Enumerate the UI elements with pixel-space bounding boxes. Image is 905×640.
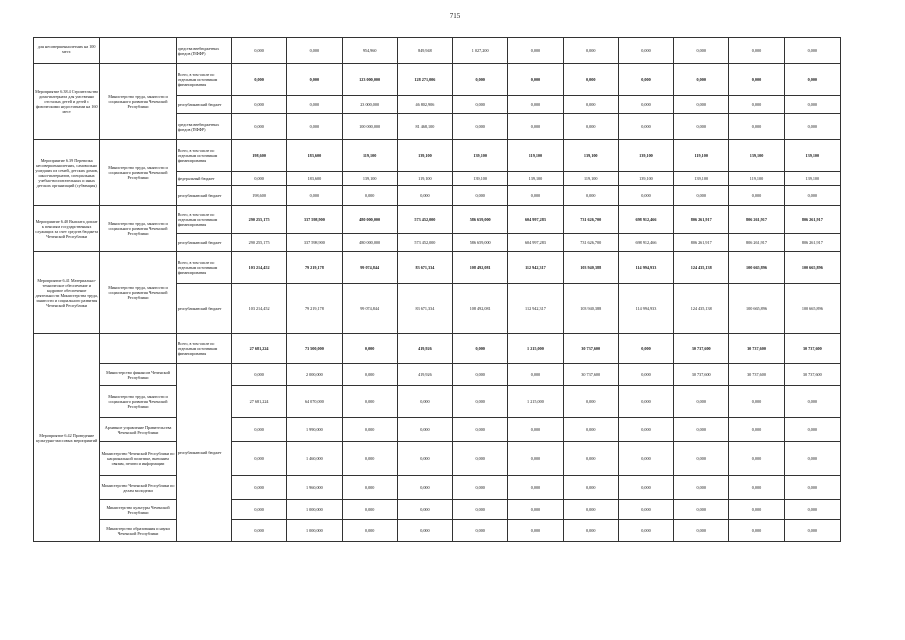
table-row	[34, 520, 841, 542]
value-cell: 128 271,006	[397, 64, 452, 96]
value-cell: 0,000	[453, 364, 508, 386]
value-cell: 0,000	[563, 186, 618, 206]
source-cell: республиканский бюджет	[176, 186, 231, 206]
table-row	[34, 476, 841, 500]
value-cell: 114 994,933	[618, 252, 673, 284]
value-cell: 0,000	[729, 418, 784, 442]
responsible-cell: Министерство Чеченской Республики по национальной политике, внешним связям, печати и информации	[100, 442, 176, 476]
value-cell: 81 468,100	[397, 114, 452, 140]
value-cell: 0,000	[729, 64, 784, 96]
source-cell: Всего, в том числе по отдельным источникам финансирования	[176, 252, 231, 284]
value-cell: 198,600	[231, 140, 286, 172]
table-row	[34, 206, 841, 234]
value-cell: 30 737,600	[563, 334, 618, 364]
value-cell: 0,000	[397, 418, 452, 442]
responsible-cell	[100, 38, 176, 64]
value-cell: 0,000	[784, 64, 840, 96]
value-cell: 0,000	[618, 38, 673, 64]
table-row	[34, 140, 841, 172]
value-cell: 0,000	[674, 520, 729, 542]
value-cell: 0,000	[563, 96, 618, 114]
value-cell: 290 255,175	[231, 234, 286, 252]
source-cell: Всего, в том числе по отдельным источникам финансирования	[176, 334, 231, 364]
table-row	[34, 252, 841, 284]
value-cell: 0,000	[287, 186, 342, 206]
value-cell: 99 074,844	[342, 252, 397, 284]
source-cell: республиканский бюджет	[176, 364, 231, 542]
table-row	[34, 334, 841, 364]
value-cell: 100 665,896	[784, 252, 840, 284]
source-cell: республиканский бюджет	[176, 96, 231, 114]
value-cell: 806 261,917	[674, 234, 729, 252]
value-cell: 0,000	[231, 476, 286, 500]
value-cell: 0,000	[729, 186, 784, 206]
value-cell: 0,000	[563, 476, 618, 500]
value-cell: 139,100	[508, 172, 563, 186]
value-cell: 849,948	[397, 38, 452, 64]
value-cell: 139,100	[674, 172, 729, 186]
value-cell: 0,000	[453, 418, 508, 442]
value-cell: 0,000	[784, 442, 840, 476]
value-cell: 0,000	[674, 442, 729, 476]
value-cell: 604 997,283	[508, 206, 563, 234]
value-cell: 0,000	[342, 418, 397, 442]
value-cell: 0,000	[342, 386, 397, 418]
value-cell: 108 492,081	[453, 284, 508, 334]
value-cell: 0,000	[397, 386, 452, 418]
value-cell: 0,000	[508, 418, 563, 442]
source-cell: Всего, в том числе по отдельным источникам финансирования	[176, 140, 231, 172]
value-cell: 0,000	[287, 114, 342, 140]
value-cell: 30 737,600	[784, 334, 840, 364]
value-cell: 100 665,896	[784, 284, 840, 334]
value-cell: 0,000	[397, 442, 452, 476]
table-row	[34, 442, 841, 476]
value-cell: 337 598,900	[287, 234, 342, 252]
value-cell: 64 070,000	[287, 386, 342, 418]
value-cell: 0,000	[784, 96, 840, 114]
value-cell: 419,926	[397, 334, 452, 364]
measure-cell: Мероприятие 6.41 Материально-техническое обеспечение и кадровое обеспечение деятельности Министерства труда, занятости и социального развития Чеченской Республики	[34, 252, 100, 334]
value-cell: 1 027,200	[453, 38, 508, 64]
source-cell: республиканский бюджет	[176, 234, 231, 252]
table-row	[34, 364, 841, 386]
value-cell: 114 994,933	[618, 284, 673, 334]
value-cell: 0,000	[729, 476, 784, 500]
value-cell: 198,600	[231, 186, 286, 206]
value-cell: 0,000	[231, 64, 286, 96]
value-cell: 0,000	[231, 442, 286, 476]
value-cell: 0,000	[508, 114, 563, 140]
value-cell: 27 681,224	[231, 334, 286, 364]
value-cell: 0,000	[453, 114, 508, 140]
value-cell: 0,000	[453, 520, 508, 542]
responsible-cell: Министерство культуры Чеченской Республики	[100, 500, 176, 520]
value-cell: 0,000	[231, 38, 286, 64]
value-cell: 0,000	[784, 418, 840, 442]
value-cell: 30 737,600	[674, 364, 729, 386]
value-cell: 0,000	[618, 364, 673, 386]
value-cell: 0,000	[674, 418, 729, 442]
value-cell: 480 000,000	[342, 234, 397, 252]
value-cell: 108 492,081	[453, 252, 508, 284]
value-cell: 112 942,317	[508, 252, 563, 284]
value-cell: 0,000	[729, 500, 784, 520]
value-cell: 83 671,334	[397, 284, 452, 334]
responsible-cell: Министерство труда, занятости и социального развития Чеченской Республики	[100, 140, 176, 206]
value-cell: 0,000	[563, 38, 618, 64]
value-cell: 0,000	[287, 38, 342, 64]
value-cell: 0,000	[231, 96, 286, 114]
responsible-cell: Министерство Чеченской Республики по делам молодежи	[100, 476, 176, 500]
value-cell: 0,000	[618, 334, 673, 364]
value-cell: 0,000	[508, 476, 563, 500]
value-cell: 0,000	[453, 64, 508, 96]
value-cell: 139,100	[729, 140, 784, 172]
value-cell: 573 452,000	[397, 234, 452, 252]
responsible-cell: Министерство труда, занятости и социального развития Чеченской Республики	[100, 64, 176, 140]
source-cell: федеральный бюджет	[176, 172, 231, 186]
value-cell: 0,000	[784, 114, 840, 140]
value-cell: 0,000	[618, 386, 673, 418]
value-cell: 0,000	[674, 114, 729, 140]
value-cell: 806 261,917	[784, 206, 840, 234]
value-cell: 573 452,000	[397, 206, 452, 234]
value-cell: 0,000	[453, 96, 508, 114]
value-cell: 0,000	[342, 476, 397, 500]
value-cell: 290 255,175	[231, 206, 286, 234]
measure-cell: Мероприятие 6.40 Выплата доплат к пенсиям государственных служащих за счет средств бюджета Чеченской Республики	[34, 206, 100, 252]
value-cell: 0,000	[342, 442, 397, 476]
value-cell: 0,000	[784, 500, 840, 520]
value-cell: 0,000	[508, 64, 563, 96]
value-cell: 731 626,700	[563, 234, 618, 252]
value-cell: 0,000	[618, 418, 673, 442]
responsible-cell: Министерство образования и науки Чеченской Республики	[100, 520, 176, 542]
responsible-cell	[100, 334, 176, 364]
value-cell: 0,000	[784, 520, 840, 542]
table-body	[34, 38, 841, 542]
responsible-cell: Министерство финансов Чеченской Республики	[100, 364, 176, 386]
value-cell: 23 000,000	[342, 96, 397, 114]
value-cell: 0,000	[674, 38, 729, 64]
value-cell: 139,100	[563, 140, 618, 172]
value-cell: 0,000	[231, 500, 286, 520]
value-cell: 119,100	[508, 140, 563, 172]
value-cell: 419,926	[397, 364, 452, 386]
value-cell: 119,100	[674, 140, 729, 172]
value-cell: 0,000	[342, 520, 397, 542]
value-cell: 0,000	[563, 418, 618, 442]
value-cell: 698 912,466	[618, 206, 673, 234]
measure-cell: Мероприятие 6.39 Перевозка несовершеннолетних, самовольно ушедших из семей, детских домов, школ-интернатов, специальных учебно-воспитательных и иных детских организаций (субвенция)	[34, 140, 100, 206]
value-cell: 100 665,896	[729, 284, 784, 334]
value-cell: 806 261,917	[729, 206, 784, 234]
value-cell: 103 940,388	[563, 252, 618, 284]
value-cell: 0,000	[342, 186, 397, 206]
value-cell: 0,000	[618, 520, 673, 542]
value-cell: 0,000	[618, 442, 673, 476]
value-cell: 337 598,900	[287, 206, 342, 234]
table-row	[34, 418, 841, 442]
page-number: 715	[449, 12, 461, 20]
value-cell: 0,000	[729, 114, 784, 140]
value-cell: 0,000	[674, 476, 729, 500]
table-row	[34, 500, 841, 520]
value-cell: 0,000	[342, 334, 397, 364]
value-cell: 0,000	[729, 442, 784, 476]
value-cell: 119,100	[563, 172, 618, 186]
value-cell: 0,000	[453, 476, 508, 500]
source-cell: средства внебюджетных фондов (ПФФР)	[176, 38, 231, 64]
responsible-cell: Министерство труда, занятости и социального развития Чеченской Республики	[100, 252, 176, 334]
measure-cell: Мероприятие 6.38.4 Строительство дома-интерната для умственно отсталых детей и детей с физическими недостатками на 160 мест	[34, 64, 100, 140]
value-cell: 1 960,000	[287, 476, 342, 500]
value-cell: 0,000	[618, 96, 673, 114]
value-cell: 0,000	[563, 500, 618, 520]
value-cell: 0,000	[618, 500, 673, 520]
table-row	[34, 38, 841, 64]
value-cell: 139,100	[342, 172, 397, 186]
value-cell: 2 000,000	[287, 364, 342, 386]
value-cell: 100 000,000	[342, 114, 397, 140]
budget-table	[33, 37, 841, 542]
value-cell: 0,000	[618, 114, 673, 140]
value-cell: 806 261,917	[674, 206, 729, 234]
value-cell: 604 997,283	[508, 234, 563, 252]
value-cell: 0,000	[563, 64, 618, 96]
value-cell: 79 219,178	[287, 252, 342, 284]
value-cell: 139,100	[618, 140, 673, 172]
value-cell: 0,000	[287, 96, 342, 114]
value-cell: 0,000	[342, 500, 397, 520]
value-cell: 0,000	[231, 114, 286, 140]
value-cell: 954,960	[342, 38, 397, 64]
value-cell: 0,000	[508, 520, 563, 542]
value-cell: 0,000	[397, 520, 452, 542]
table-row	[34, 64, 841, 96]
value-cell: 30 737,600	[674, 334, 729, 364]
source-cell: Всего, в том числе по отдельным источникам финансирования	[176, 64, 231, 96]
value-cell: 0,000	[674, 186, 729, 206]
value-cell: 0,000	[563, 520, 618, 542]
value-cell: 123 000,000	[342, 64, 397, 96]
value-cell: 731 626,700	[563, 206, 618, 234]
value-cell: 139,100	[453, 140, 508, 172]
value-cell: 0,000	[397, 186, 452, 206]
value-cell: 119,100	[397, 172, 452, 186]
value-cell: 124 435,138	[674, 284, 729, 334]
value-cell: 30 737,600	[563, 364, 618, 386]
value-cell: 119,100	[729, 172, 784, 186]
value-cell: 0,000	[784, 476, 840, 500]
value-cell: 586 659,000	[453, 206, 508, 234]
value-cell: 1 215,000	[508, 386, 563, 418]
value-cell: 99 074,844	[342, 284, 397, 334]
value-cell: 0,000	[287, 64, 342, 96]
responsible-cell: Министерство труда, занятости и социального развития Чеченской Республики	[100, 206, 176, 252]
value-cell: 0,000	[563, 442, 618, 476]
value-cell: 0,000	[674, 386, 729, 418]
value-cell: 0,000	[618, 476, 673, 500]
value-cell: 0,000	[453, 442, 508, 476]
responsible-cell: Архивное управление Правительства Чеченской Республики	[100, 418, 176, 442]
value-cell: 103 214,452	[231, 284, 286, 334]
value-cell: 0,000	[563, 114, 618, 140]
value-cell: 1 215,000	[508, 334, 563, 364]
value-cell: 806 261,917	[784, 234, 840, 252]
value-cell: 0,000	[508, 186, 563, 206]
value-cell: 0,000	[397, 500, 452, 520]
value-cell: 139,100	[784, 172, 840, 186]
value-cell: 119,100	[342, 140, 397, 172]
value-cell: 0,000	[508, 364, 563, 386]
value-cell: 30 737,600	[729, 334, 784, 364]
value-cell: 1 460,000	[287, 442, 342, 476]
value-cell: 0,000	[342, 364, 397, 386]
value-cell: 0,000	[453, 334, 508, 364]
value-cell: 46 802,906	[397, 96, 452, 114]
measure-cell: Мероприятие 6.42 Проведение культурно-массовых мероприятий	[34, 334, 100, 542]
value-cell: 0,000	[508, 38, 563, 64]
value-cell: 0,000	[729, 38, 784, 64]
value-cell: 0,000	[453, 386, 508, 418]
value-cell: 806 261,917	[729, 234, 784, 252]
value-cell: 0,000	[618, 186, 673, 206]
value-cell: 1 000,000	[287, 500, 342, 520]
value-cell: 0,000	[453, 186, 508, 206]
value-cell: 27 681,224	[231, 386, 286, 418]
source-cell: средства внебюджетных фондов (ПФФР)	[176, 114, 231, 140]
value-cell: 183,600	[287, 172, 342, 186]
value-cell: 698 912,466	[618, 234, 673, 252]
value-cell: 112 942,317	[508, 284, 563, 334]
value-cell: 100 665,896	[729, 252, 784, 284]
value-cell: 1 000,000	[287, 520, 342, 542]
value-cell: 0,000	[508, 500, 563, 520]
value-cell: 0,000	[508, 96, 563, 114]
value-cell: 124 435,138	[674, 252, 729, 284]
value-cell: 103 214,452	[231, 252, 286, 284]
value-cell: 0,000	[231, 172, 286, 186]
value-cell: 30 737,600	[729, 364, 784, 386]
value-cell: 0,000	[674, 500, 729, 520]
source-cell: республиканский бюджет	[176, 284, 231, 334]
value-cell: 139,100	[397, 140, 452, 172]
value-cell: 0,000	[784, 38, 840, 64]
value-cell: 139,100	[453, 172, 508, 186]
value-cell: 83 671,334	[397, 252, 452, 284]
value-cell: 0,000	[618, 64, 673, 96]
value-cell: 79 219,178	[287, 284, 342, 334]
value-cell: 73 500,000	[287, 334, 342, 364]
value-cell: 183,600	[287, 140, 342, 172]
value-cell: 139,100	[618, 172, 673, 186]
value-cell: 0,000	[508, 442, 563, 476]
value-cell: 1 990,000	[287, 418, 342, 442]
value-cell: 0,000	[231, 418, 286, 442]
value-cell: 0,000	[674, 96, 729, 114]
value-cell: 0,000	[729, 520, 784, 542]
value-cell: 103 940,388	[563, 284, 618, 334]
source-cell: Всего, в том числе по отдельным источникам финансирования	[176, 206, 231, 234]
value-cell: 480 000,000	[342, 206, 397, 234]
value-cell: 139,100	[784, 140, 840, 172]
value-cell: 30 737,600	[784, 364, 840, 386]
value-cell: 0,000	[231, 520, 286, 542]
value-cell: 0,000	[729, 96, 784, 114]
value-cell: 0,000	[784, 386, 840, 418]
value-cell: 0,000	[453, 500, 508, 520]
value-cell: 0,000	[397, 476, 452, 500]
responsible-cell: Министерство труда, занятости и социального развития Чеченской Республики	[100, 386, 176, 418]
value-cell: 0,000	[674, 64, 729, 96]
value-cell: 586 659,000	[453, 234, 508, 252]
value-cell: 0,000	[784, 186, 840, 206]
measure-cell: для несовершеннолетних на 100 мест.	[34, 38, 100, 64]
value-cell: 0,000	[231, 364, 286, 386]
value-cell: 0,000	[563, 386, 618, 418]
table-row	[34, 386, 841, 418]
value-cell: 0,000	[729, 386, 784, 418]
